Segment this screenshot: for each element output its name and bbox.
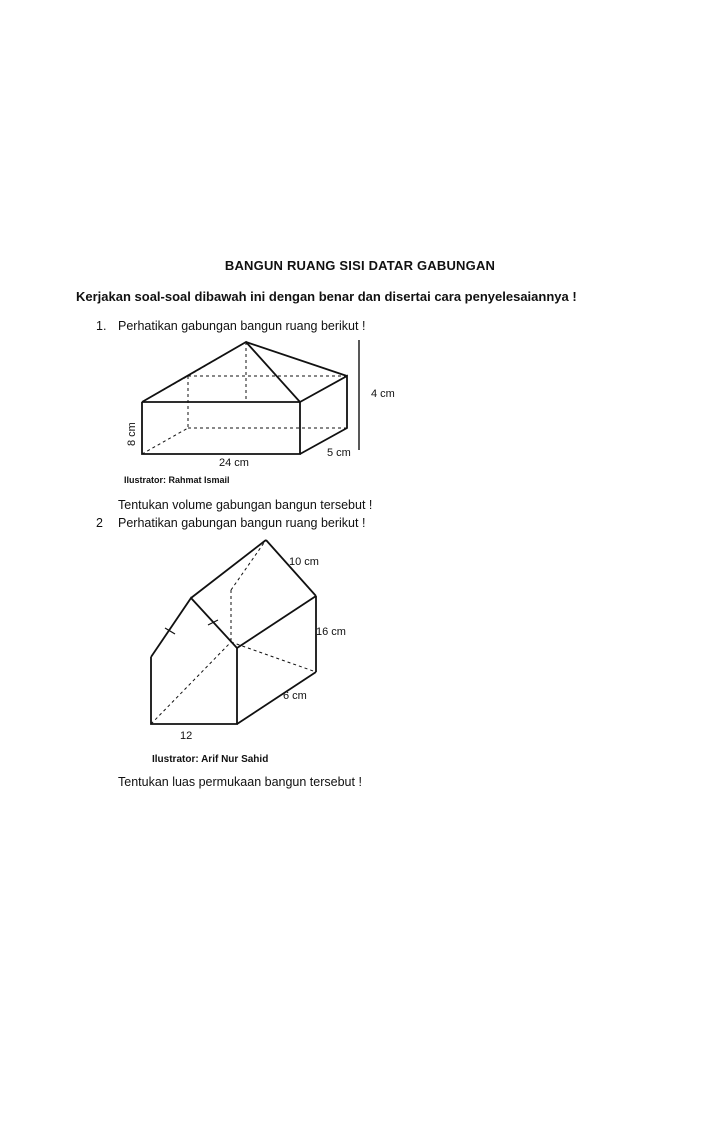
fig2-hidden-2 [231,642,316,672]
worksheet-title: BANGUN RUANG SISI DATAR GABUNGAN [224,258,496,273]
question-1-number: 1. [96,319,107,333]
fig2-roof-ridge [191,540,266,598]
figure-1 [110,330,430,490]
fig1-label-width: 5 cm [327,447,351,459]
fig1-label-height-prism: 8 cm [126,422,138,446]
question-2-number: 2 [96,516,103,530]
fig1-roof-front [142,342,300,402]
question-1-text: Perhatikan gabungan bangun ruang berikut ! [118,319,366,333]
figure-2 [140,530,380,770]
fig2-label-slant: 10 cm [289,556,319,568]
question-2-text: Perhatikan gabungan bangun ruang berikut ! [118,516,366,530]
fig2-label-height: 6 cm [283,690,307,702]
fig1-hidden-left [142,376,188,402]
fig1-hidden-diag [142,428,188,454]
fig2-front-face [151,598,237,724]
fig1-label-length: 24 cm [219,457,249,469]
fig2-roof-slope [266,540,316,596]
figure-1-diagram [110,330,430,490]
fig2-roof-eave [237,596,316,648]
figure-2-diagram [140,530,380,770]
fig2-hidden-4 [231,540,266,590]
fig2-label-length: 16 cm [316,626,346,638]
fig2-credit: Ilustrator: Arif Nur Sahid [152,754,269,765]
question-2-task: Tentukan luas permukaan bangun tersebut ! [118,775,362,789]
fig1-right-face [300,376,347,454]
question-2-prompt [96,516,365,530]
instruction-text: Kerjakan soal-soal dibawah ini dengan benar dan disertai cara penyelesaiannya ! [76,289,577,304]
fig2-hidden-3 [151,642,231,724]
question-1-task: Tentukan volume gabungan bangun tersebut ! [118,498,373,512]
fig1-label-height-total: 4 cm [371,388,395,400]
fig1-credit: Ilustrator: Rahmat Ismail [124,475,230,485]
fig2-label-base: 12 [180,730,193,742]
